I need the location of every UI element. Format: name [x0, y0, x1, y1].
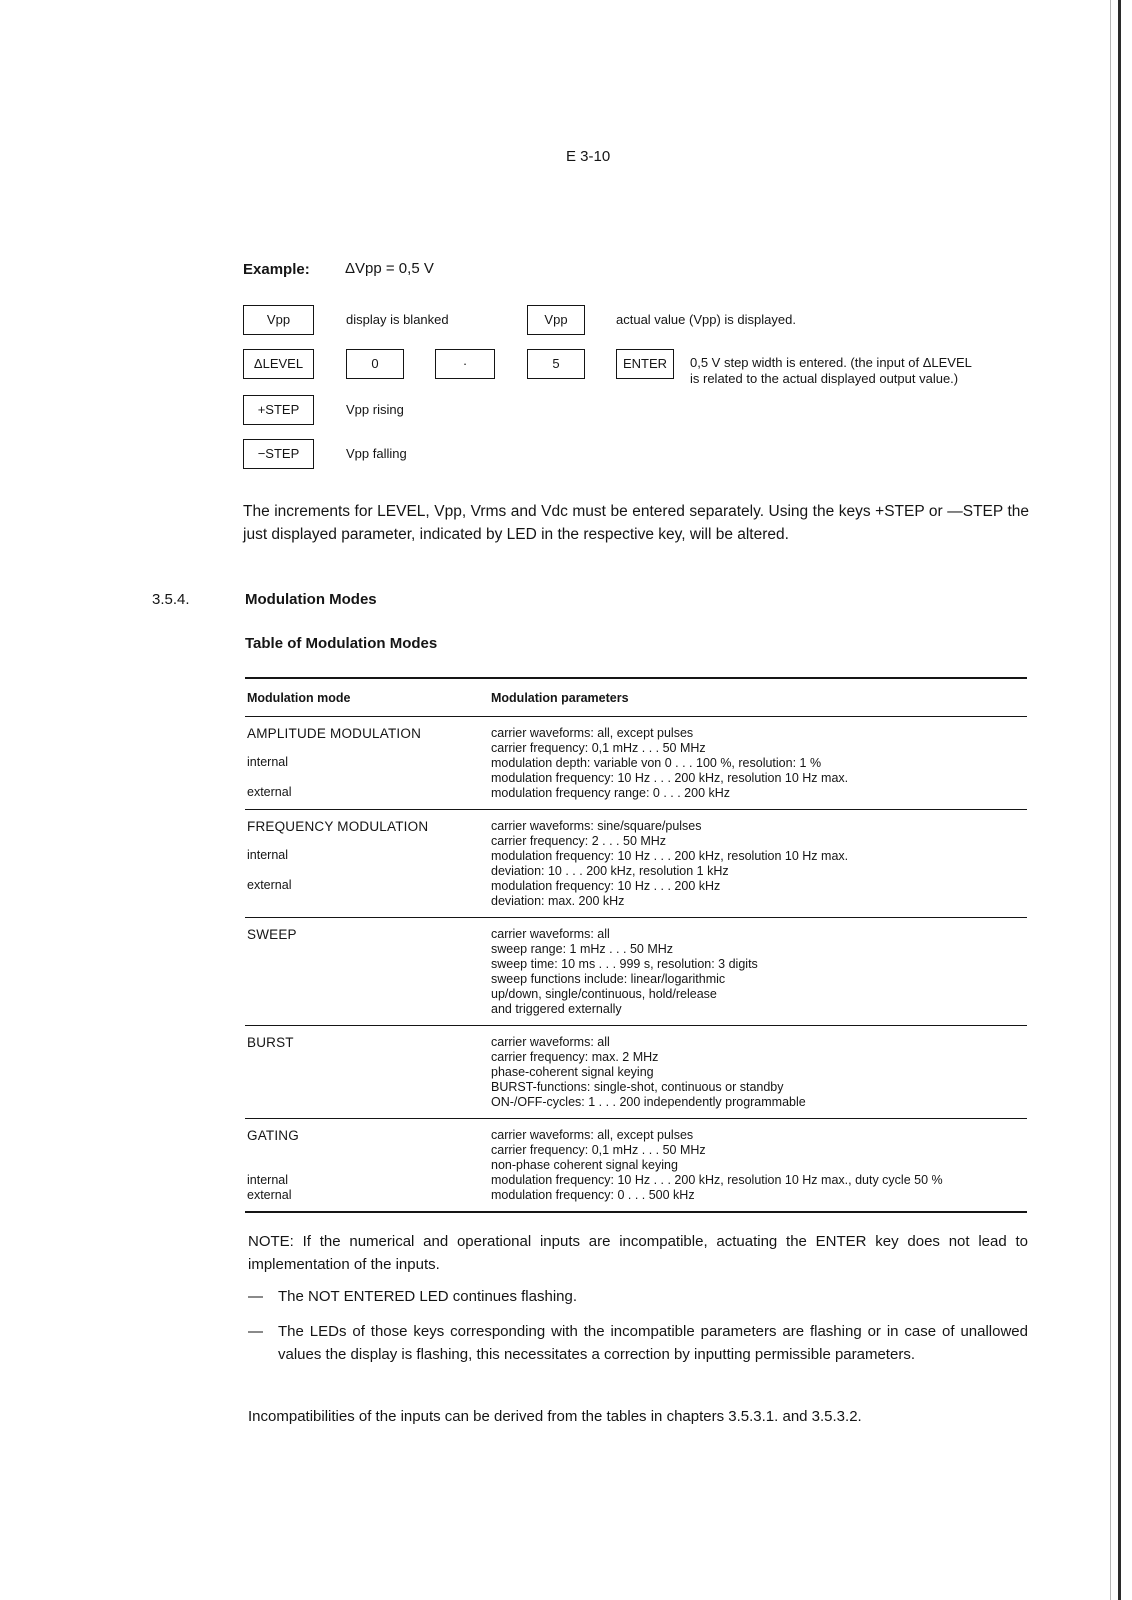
param-line: modulation frequency: 10 Hz . . . 200 kHz, resolution 10 Hz max., duty cycle 50 % [491, 1173, 943, 1187]
section-title: Modulation Modes [245, 591, 377, 608]
mode-cell [245, 1128, 491, 1203]
key-delta-level: ΔLEVEL [243, 349, 314, 379]
mode-sub-external: external [247, 785, 292, 799]
bullet-dash: — [248, 1323, 263, 1340]
params-cell [491, 819, 1027, 909]
key-description: 0,5 V step width is entered. (the input of ΔLEVEL [690, 355, 972, 370]
key-vpp: Vpp [243, 305, 314, 335]
page-edge-line [1110, 0, 1111, 1600]
bullet-text: The NOT ENTERED LED continues flashing. [278, 1288, 578, 1305]
closing-paragraph: Incompatibilities of the inputs can be derived from the tables in chapters 3.5.3.1. and 3.5.3.2. [248, 1408, 862, 1425]
table-row [245, 1026, 1027, 1119]
param-line: modulation frequency: 10 Hz . . . 200 kHz [491, 879, 721, 893]
table-row [245, 717, 1027, 810]
key-decimal-point: · [435, 349, 495, 379]
table-row [245, 918, 1027, 1026]
mode-sub-external: external [247, 1188, 292, 1202]
mode-cell [245, 819, 491, 909]
param-line: deviation: max. 200 kHz [491, 894, 625, 908]
mode-sub-internal: internal [247, 848, 288, 862]
row-spacer [247, 1143, 491, 1158]
key-description: display is blanked [346, 312, 449, 327]
param-line: carrier frequency: 2 . . . 50 MHz [491, 834, 667, 848]
param-line: modulation frequency: 0 . . . 500 kHz [491, 1188, 695, 1202]
bullet-text: The LEDs of those keys corresponding with the incompatible parameters are flashing or in case of unallowed values the display is flashing, this necessitates a correction by inputting permissible parameters. [278, 1323, 1028, 1363]
param-line: modulation frequency range: 0 . . . 200 kHz [491, 786, 731, 800]
key-minus-step: −STEP [243, 439, 314, 469]
example-formula: ΔVpp = 0,5 V [345, 260, 434, 277]
increments-paragraph: The increments for LEVEL, Vpp, Vrms and Vdc must be entered separately. Using the keys +STEP or —STEP the just displayed parameter, indicated by LED in the respective key, will be altered. [243, 503, 1029, 543]
param-line: sweep functions include: linear/logarithmic [491, 972, 726, 986]
param-line: carrier waveforms: all, except pulses [491, 726, 694, 740]
header-parameters: Modulation parameters [491, 690, 629, 705]
param-line: carrier frequency: 0,1 mHz . . . 50 MHz [491, 741, 706, 755]
params-cell [491, 1035, 1027, 1110]
list-item [248, 1285, 1028, 1308]
row-spacer [247, 1158, 491, 1173]
mode-name: BURST [247, 1035, 294, 1050]
mode-name: SWEEP [247, 927, 297, 942]
param-line: ON-/OFF-cycles: 1 . . . 200 independently programmable [491, 1095, 806, 1109]
mode-cell [245, 726, 491, 801]
page-number: E 3-10 [566, 148, 611, 165]
params-cell [491, 1128, 1027, 1203]
header-mode: Modulation mode [247, 690, 351, 705]
key-description: actual value (Vpp) is displayed. [616, 312, 796, 327]
param-line: modulation frequency: 10 Hz . . . 200 kHz, resolution 10 Hz max. [491, 849, 849, 863]
param-line: carrier waveforms: all [491, 1035, 610, 1049]
key-digit-5: 5 [527, 349, 585, 379]
mode-name: FREQUENCY MODULATION [247, 819, 429, 834]
page-edge-shadow [1118, 0, 1121, 1600]
param-line: deviation: 10 . . . 200 kHz, resolution 1 kHz [491, 864, 729, 878]
param-line: phase-coherent signal keying [491, 1065, 654, 1079]
table-row [245, 810, 1027, 918]
key-enter: ENTER [616, 349, 674, 379]
key-description: Vpp falling [346, 446, 407, 461]
table-header [245, 679, 1027, 717]
params-cell [491, 726, 1027, 801]
param-line: BURST-functions: single-shot, continuous or standby [491, 1080, 784, 1094]
param-line: modulation frequency: 10 Hz . . . 200 kHz, resolution 10 Hz max. [491, 771, 849, 785]
table-title: Table of Modulation Modes [245, 635, 438, 652]
key-description: Vpp rising [346, 402, 404, 417]
list-item [248, 1320, 1028, 1366]
mode-cell [245, 1035, 491, 1110]
param-line: modulation depth: variable von 0 . . . 100 %, resolution: 1 % [491, 756, 822, 770]
params-cell [491, 927, 1027, 1017]
key-digit-0: 0 [346, 349, 404, 379]
mode-name: GATING [247, 1128, 299, 1143]
param-line: carrier waveforms: all [491, 927, 610, 941]
key-plus-step: +STEP [243, 395, 314, 425]
mode-name: AMPLITUDE MODULATION [247, 726, 422, 741]
section-number: 3.5.4. [152, 591, 190, 608]
param-line: carrier waveforms: sine/square/pulses [491, 819, 702, 833]
param-line: carrier frequency: max. 2 MHz [491, 1050, 659, 1064]
mode-cell [245, 927, 491, 1017]
param-line: up/down, single/continuous, hold/release [491, 987, 717, 1001]
mode-sub-internal: internal [247, 1173, 288, 1187]
key-description: is related to the actual displayed output value.) [690, 371, 959, 386]
table-row [245, 1119, 1027, 1211]
param-line: carrier frequency: 0,1 mHz . . . 50 MHz [491, 1143, 706, 1157]
bullet-dash: — [248, 1288, 263, 1305]
example-label: Example: [243, 261, 310, 278]
param-line: sweep time: 10 ms . . . 999 s, resolution: 3 digits [491, 957, 758, 971]
param-line: non-phase coherent signal keying [491, 1158, 678, 1172]
param-line: and triggered externally [491, 1002, 622, 1016]
param-line: sweep range: 1 mHz . . . 50 MHz [491, 942, 674, 956]
note-paragraph: NOTE: If the numerical and operational inputs are incompatible, actuating the ENTER key does not lead to implementation of the inputs. [248, 1233, 1028, 1273]
key-vpp: Vpp [527, 305, 585, 335]
modulation-table [245, 677, 1027, 1213]
param-line: carrier waveforms: all, except pulses [491, 1128, 694, 1142]
mode-sub-external: external [247, 878, 292, 892]
mode-sub-internal: internal [247, 755, 288, 769]
